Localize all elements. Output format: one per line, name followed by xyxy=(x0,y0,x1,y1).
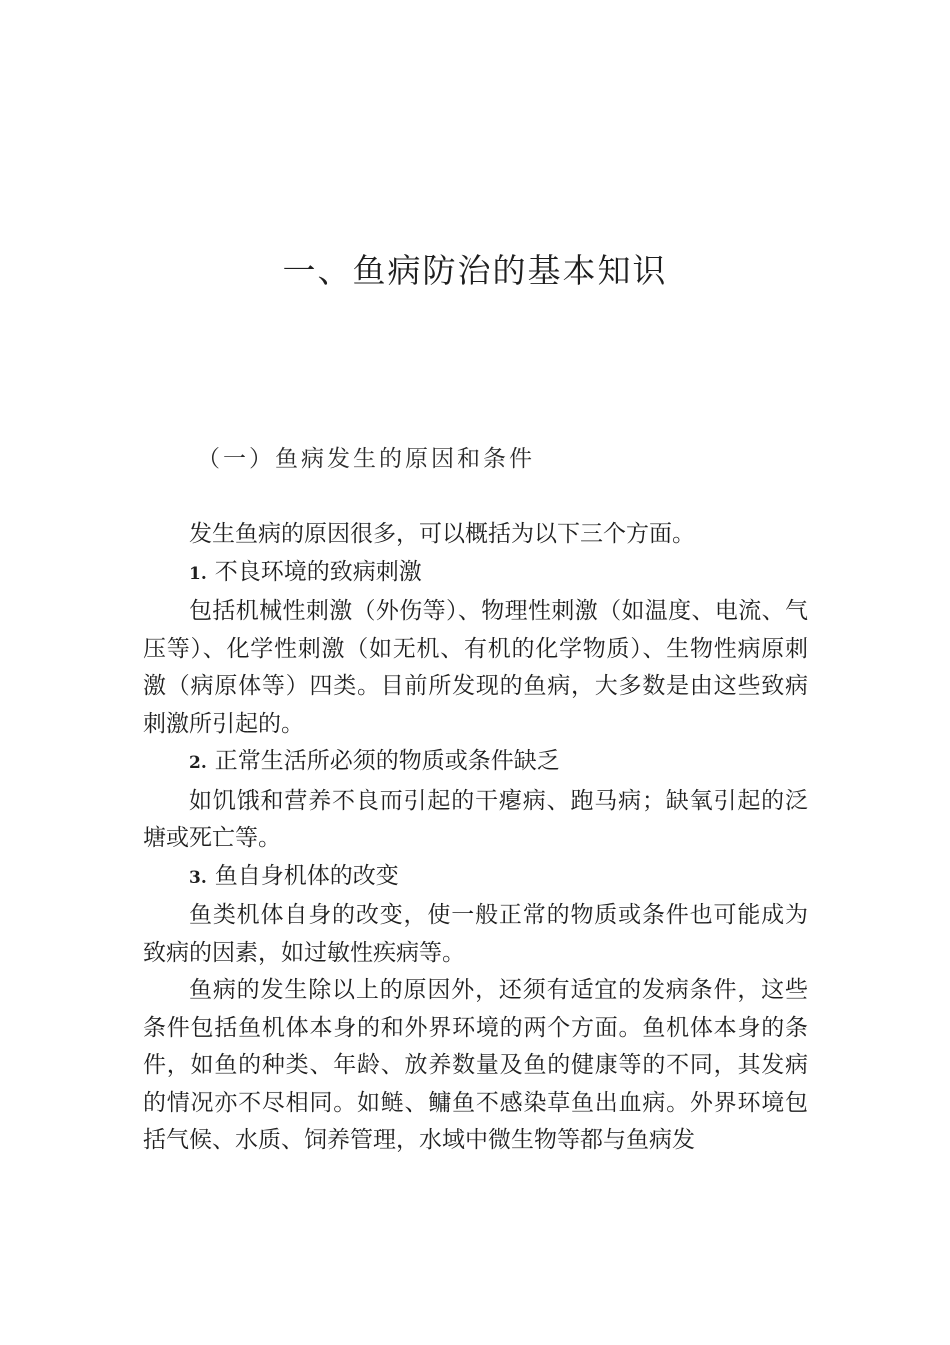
item-number-2: 2. xyxy=(189,753,207,773)
chapter-title: 一、鱼病防治的基本知识 xyxy=(282,251,668,290)
section-title: （一）鱼病发生的原因和条件 xyxy=(197,446,535,472)
item-body-1: 包括机械性刺激（外伤等）、物理性刺激（如温度、电流、气压等）、化学性刺激（如无机、有机的化学物质）、生物性病原刺激（病原体等）四类。目前所发现的鱼病，大多数是由这些致病刺激所引起的。 xyxy=(143,598,808,737)
item-body-2: 如饥饿和营养不良而引起的干瘪病、跑马病；缺氧引起的泛塘或死亡等。 xyxy=(143,787,808,851)
item-heading-3 xyxy=(143,858,808,898)
item-number-1: 1. xyxy=(189,563,207,584)
item-heading-1-text: 不良环境的致病刺激 xyxy=(214,558,422,585)
intro-paragraph: 发生鱼病的原因很多，可以概括为以下三个方面。 xyxy=(189,521,695,547)
conditions-paragraph: 鱼病的发生除以上的原因外，还须有适宜的发病条件，这些条件包括鱼机体本身的和外界环境的两个方面。鱼机体本身的条件，如鱼的种类、年龄、放养数量及鱼的健康等的不同，其发病的情况亦不尽相同。如鲢、鳙鱼不感染草鱼出血病。外界环境包括气候、水质、饲养管理，水域中微生物等都与鱼病发 xyxy=(143,977,808,1153)
item-body-3: 鱼类机体自身的改变，使一般正常的物质或条件也可能成为致病的因素，如过敏性疾病等。 xyxy=(143,902,808,966)
item-heading-3-text: 鱼自身机体的改变 xyxy=(214,862,399,889)
item-heading-1 xyxy=(143,554,808,594)
body-text xyxy=(143,516,808,1160)
item-heading-2-text: 正常生活所必须的物质或条件缺乏 xyxy=(214,748,560,774)
item-number-3: 3. xyxy=(189,867,207,888)
item-heading-2 xyxy=(143,743,808,783)
